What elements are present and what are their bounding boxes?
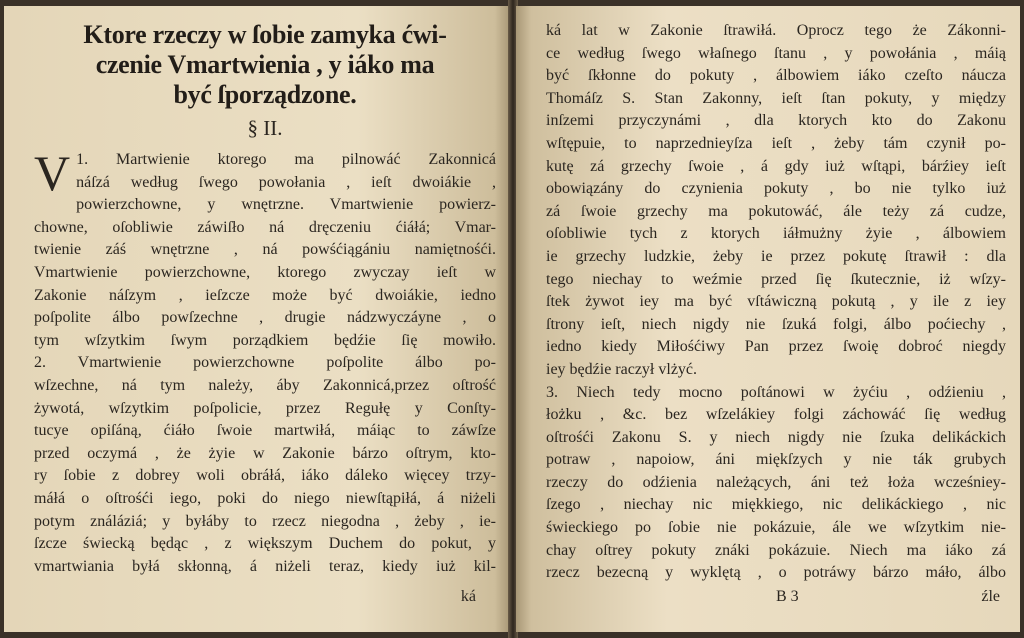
text-line: wſzechne, ná tym należy, áby Zakonnicá,przez oſtrość xyxy=(34,376,496,394)
text-line: rzecz bezecną y wyklętą , o potráwy bárzo máło, álbo xyxy=(546,564,1006,582)
text-line: ſtek żywot iey ma być vſtáwiczną pokutą , y ile z iey xyxy=(546,293,1006,311)
heading-line: Ktore rzeczy w ſobie zamyka ćwi- xyxy=(83,20,447,49)
heading-line: być ſporządzone. xyxy=(173,80,357,109)
signature-mark: B 3 xyxy=(776,588,799,605)
text-line: wſtępuie, to naprzednieyſza ieſt , żeby tám czynił po- xyxy=(546,134,1006,152)
right-body-text xyxy=(546,20,1006,585)
text-line: oſobliwie tych z ktorych iáłmużny żyie , álbowiem xyxy=(546,225,1006,243)
text-line: náſzá według ſwego powołania , ieſt dwoiákie , xyxy=(76,173,496,191)
text-line: przed oczymá , że żyie w Zakonie bárzo oſtrym, kto- xyxy=(34,444,496,462)
text-line: vmartwiania byłá skłonną, á niżeli teraz, kiedy iuż kil- xyxy=(34,557,496,575)
text-line: potym ználáziá; y byłáby to rzecz niegodna , żeby , ie- xyxy=(34,512,496,530)
text-line: Vmartwienie powierzchowne, ktorego zwyczay ieſt w xyxy=(34,263,496,281)
text-line: inſzemi przyczynámi , dla ktorych kto do Zakonu xyxy=(546,112,1006,130)
text-line: 1. Martwienie ktorego ma pilnowáć Zakonnicá xyxy=(76,151,496,168)
text-line: twienie záś wnętrzne , ná powśćiągániu namiętnośći. xyxy=(34,241,496,259)
text-line: chowne, oſobliwie záwiſło ná dręczeniu ćiáłá; Vmar- xyxy=(34,218,496,236)
text-line: Zakonie náſzym , ieſzcze może być dwoiákie, iedno xyxy=(34,286,496,304)
text-line: kutę zá grzechy ſwoie , á gdy iuż wſtąpi, bárźiey ieſt xyxy=(546,157,1006,175)
left-page xyxy=(4,6,510,632)
text-line: tym wſzytkim ſwym porządkiem będźie ſię mowiło. xyxy=(34,331,496,349)
text-line: ſtrony ieſt, niech nigdy nie ſzuká folgi, álbo poćiechy , xyxy=(546,315,1006,333)
drop-cap: V xyxy=(34,145,71,201)
text-line: Thomáſz S. Stan Zakonny, ieſt ſtan pokuty, y między xyxy=(546,89,1006,107)
text-line: ká lat w Zakonie ſtrawiłá. Oprocz tego że Zákonni- xyxy=(546,22,1006,39)
text-line: powierzchowne, y wnętrzne. Vmartwienie powierz- xyxy=(76,196,496,214)
text-line: tego niechay to weźmie przed ſię ſkutecznie, iż wſzy- xyxy=(546,270,1006,288)
text-line: obowiązány do czynienia pokuty , bo nie tylko iuż xyxy=(546,180,1006,198)
text-line: oſtrośći Zakonu S. y niech nigdy nie ſzuka delikáckich xyxy=(546,428,1006,446)
text-line: potraw , napoiow, áni miękſzych y nie ták grubych xyxy=(546,451,1006,469)
text-line: zá ſwoie grzechy ma pokutowáć, ále teży zá cudze, xyxy=(546,202,1006,220)
text-line: iedno kiedy Miłośćiwy Pan przez ſwoię dobroć niegdy xyxy=(546,338,1006,356)
text-line: być ſkłonne do pokuty , álbowiem iáko czeſto náucza xyxy=(546,67,1006,85)
text-line: chay oſtrey pokuty znáki pokázuie. Niech ma iáko zá xyxy=(546,541,1006,559)
text-line: iey będźie raczył vlżyć. xyxy=(546,360,698,378)
text-line: żywotá, wſzytkim poſpolicie, przez Regułę y Conſty- xyxy=(34,399,496,417)
chapter-heading xyxy=(40,20,490,110)
text-line: świeckiego po ſobie nie pokázuie, ále we wſzytkim nie- xyxy=(546,519,1006,537)
page-footer xyxy=(546,588,1004,610)
text-line: poſpolite álbo powſzechne , drugie nádzwyczáyne , o xyxy=(34,309,496,327)
left-body-text xyxy=(34,145,496,578)
text-line: rzeczy do odźienia należących, áni też łoża wcześniey- xyxy=(546,473,1006,491)
section-number: § II. xyxy=(247,116,283,140)
text-line: máłá o oſtrośći iego, poki do niego niewſtąpiłá, á niżeli xyxy=(34,489,496,507)
text-line: ry ſobie z dobrey woli obráłá, iáko dáleko więcey trzy- xyxy=(34,467,496,485)
text-line: łożku , &c. bez wſzelákiey folgi záchowáć ſię według xyxy=(546,406,1006,424)
text-line: 2. Vmartwienie powierzchowne poſpolite álbo po- xyxy=(34,354,496,372)
catchword: ká xyxy=(460,588,476,605)
catchword: źle xyxy=(981,588,1000,605)
text-line: ſzego , niechay nic miękkiego, nic delikáckiego , nic xyxy=(546,496,1006,514)
text-line: ie grzechy ludzkie, żeby ie przez pokutę ſtrawił : dla xyxy=(546,247,1006,265)
text-line: tucye opiſáną, ćiáło ſwoie martwiłá, máiąc to záwſze xyxy=(34,422,496,440)
heading-line: czenie Vmartwienia , y iáko ma xyxy=(95,50,435,79)
text-line: 3. Niech tedy mocno poſtánowi w żyćiu , odźieniu , xyxy=(546,383,1006,401)
text-line: ce według ſwego właſnego ſtanu , y powołánia , máią xyxy=(546,44,1006,62)
text-line: ſzcze świecką będąc , z większym Duchem do pokut, y xyxy=(34,535,496,553)
right-page xyxy=(516,6,1020,632)
